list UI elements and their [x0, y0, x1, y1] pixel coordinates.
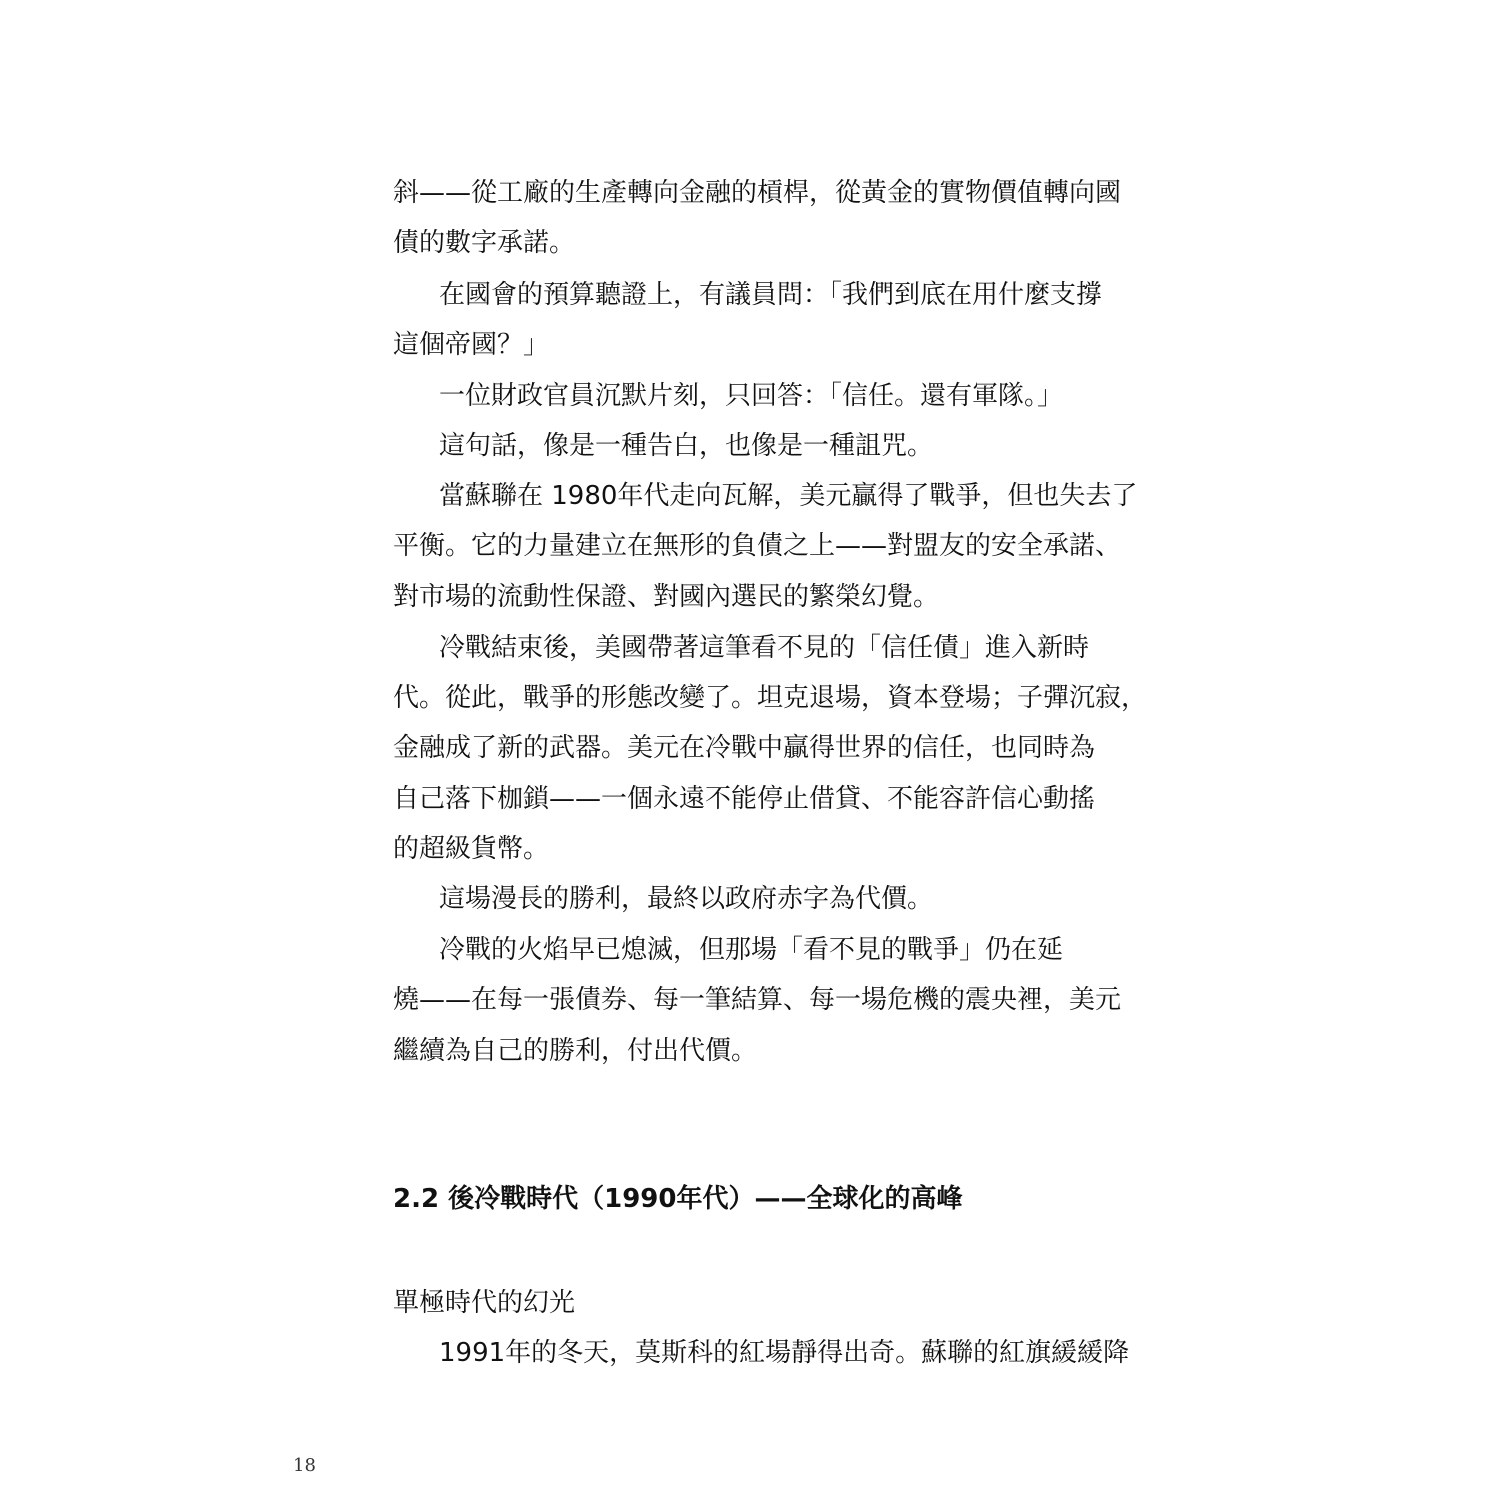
section-heading: 2.2 後冷戰時代（1990年代）——全球化的高峰: [393, 1184, 963, 1214]
body-line: 這場漫長的勝利，最終以政府赤字為代價。: [439, 884, 934, 914]
body-line: 的超級貨幣。: [393, 834, 550, 864]
page-number: 18: [293, 1455, 316, 1476]
body-line: 債的數字承諾。: [393, 228, 576, 258]
body-line: 繼續為自己的勝利，付出代價。: [393, 1036, 758, 1066]
body-line: 當蘇聯在 1980年代走向瓦解，美元贏得了戰爭，但也失去了: [439, 481, 1138, 511]
body-line: 冷戰結束後，美國帶著這筆看不見的「信任債」進入新時: [439, 633, 1090, 663]
subheading: 單極時代的幻光: [393, 1288, 576, 1318]
body-line: 這個帝國？」: [393, 330, 550, 360]
body-line: 對市場的流動性保證、對國內選民的繁榮幻覺。: [393, 582, 940, 612]
body-line: 代。從此，戰爭的形態改變了。坦克退場，資本登場；子彈沉寂，: [393, 683, 1148, 713]
body-line: 斜——從工廠的生產轉向金融的槓桿，從黃金的實物價值轉向國: [393, 178, 1122, 208]
body-line: 這句話，像是一種告白，也像是一種詛咒。: [439, 431, 934, 461]
body-line: 一位財政官員沉默片刻，只回答：「信任。還有軍隊。」: [439, 381, 1064, 411]
body-line: 在國會的預算聽證上，有議員問：「我們到底在用什麼支撐: [439, 280, 1103, 310]
body-line: 自己落下枷鎖——一個永遠不能停止借貸、不能容許信心動搖: [393, 784, 1096, 814]
body-line: 平衡。它的力量建立在無形的負債之上——對盟友的安全承諾、: [393, 531, 1122, 561]
body-line: 冷戰的火焰早已熄滅，但那場「看不見的戰爭」仍在延: [439, 935, 1064, 965]
body-line: 1991年的冬天，莫斯科的紅場靜得出奇。蘇聯的紅旗緩緩降: [439, 1338, 1130, 1368]
body-line: 燒——在每一張債券、每一筆結算、每一場危機的震央裡，美元: [393, 985, 1122, 1015]
body-line: 金融成了新的武器。美元在冷戰中贏得世界的信任，也同時為: [393, 733, 1096, 763]
